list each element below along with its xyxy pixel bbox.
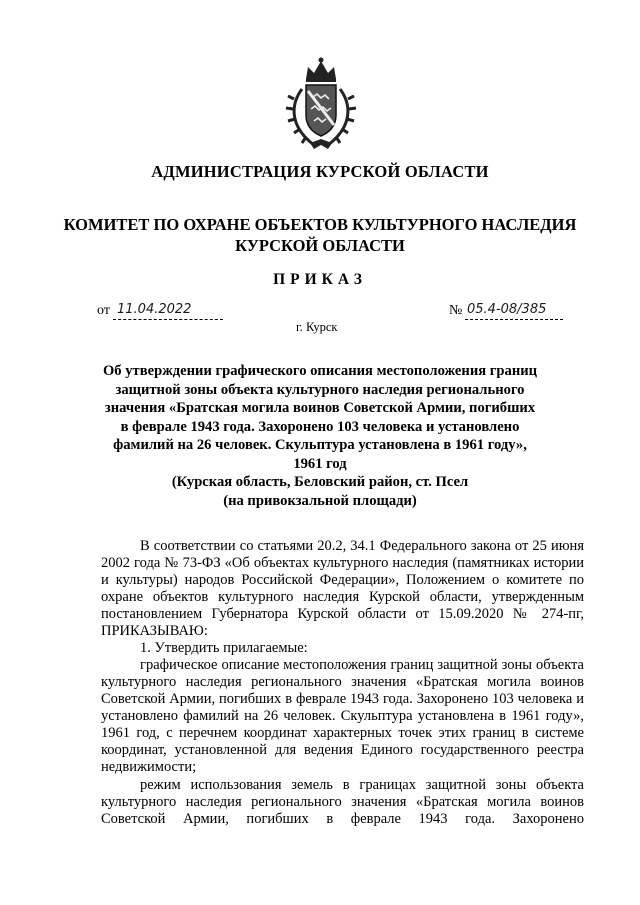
document-type-heading: ПРИКАЗ [273,271,367,288]
subject-line: 1961 год [293,455,347,472]
subject-line: (Курская область, Беловский район, ст. Псел [171,474,469,490]
subject-line: значения «Братская могила воинов Советской Армии, погибших [104,400,536,416]
subject-line: фамилий на 26 человек. Скульптура установлена в 1961 году», [113,437,527,453]
number-value: 05.4-08/385 [467,302,547,317]
coat-of-arms-icon [284,55,358,151]
administration-heading: АДМИНИСТРАЦИЯ КУРСКОЙ ОБЛАСТИ [151,162,489,181]
date-label: от [97,303,110,318]
committee-heading [0,214,640,256]
committee-heading-line: КОМИТЕТ ПО ОХРАНЕ ОБЪЕКТОВ КУЛЬТУРНОГО НАСЛЕДИЯ [63,215,577,234]
subject-line: (на привокзальной площади) [223,492,417,509]
subject-line: в феврале 1943 года. Захоронено 103 человека и установлено [120,418,520,435]
subject-line: Об утверждении графического описания местоположения границ [102,363,538,379]
subject-line: защитной зоны объекта культурного наследия регионального [115,381,525,398]
date-value: 11.04.2022 [117,302,192,317]
body-paragraph-land-use-regime: режим использования земель в границах защитной зоны объекта культурного наследия регионального значения «Братская могила воинов Советской Армии, погибших в феврале 1943 года. Захоронено [101,777,584,827]
order-subject [0,362,640,510]
body-paragraph-graphic-description: графическое описание местоположения границ защитной зоны объекта культурного наследия регионального значения «Братская могила воинов Советской Армии, погибших в феврале 1943 года. Захоронено 103 человека и установлено фамилий на 26 человек. Скульптура установлена в 1961 году», 1961 год, с перечнем координат характерных точек этих границ в системе координат, установленной для ведения Единого государственного реестра недвижимости; [101,657,584,775]
committee-heading-line: КУРСКОЙ ОБЛАСТИ [235,236,405,255]
number-label: № [449,303,463,318]
body-paragraph-basis: В соответствии со статьями 20.2, 34.1 Федерального закона от 25 июня 2002 года № 73-ФЗ «Об объектах культурного наследия (памятниках истории и культуры) народов Российской Федерации», Положением о комитете по охране объектов культурного наследия Курской области, утвержденным постановлением Губернатора Курской области от 15.09.2020 № 274-пг, ПРИКАЗЫВАЮ: [101,538,584,639]
city-label: г. Курск [296,320,338,334]
body-paragraph-item-1: 1. Утвердить прилагаемые: [140,640,308,656]
